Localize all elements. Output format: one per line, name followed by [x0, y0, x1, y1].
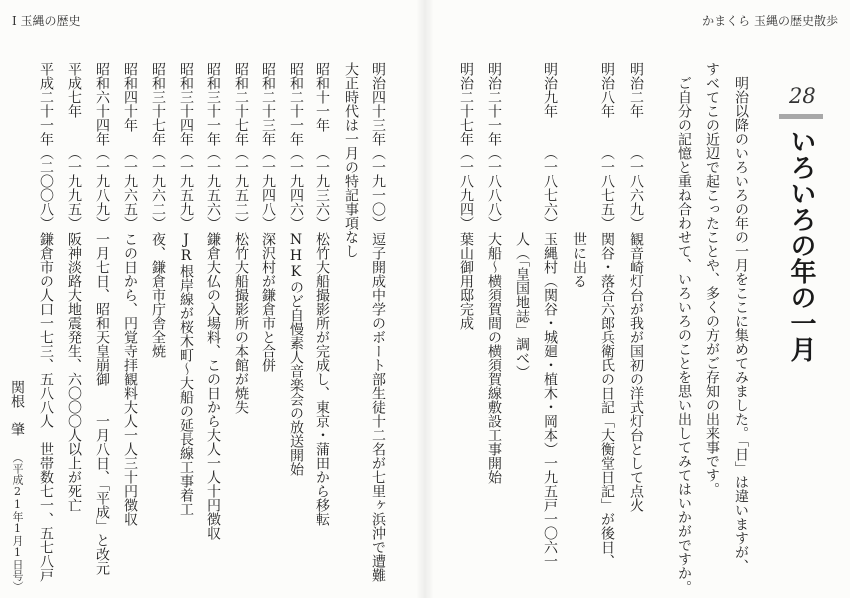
running-header-left: Ⅰ 玉縄の歴史: [12, 14, 81, 28]
era-note: 大正時代は一月の特記事項なし: [343, 62, 359, 258]
entry-event: 松竹大船撮影所の本館が焼失: [233, 232, 249, 414]
issue-date: （平成21年1月1日号）: [11, 452, 24, 592]
entry-event: 松竹大船撮影所が完成し、東京・蒲田から移転: [314, 232, 330, 526]
intro-line: ご自分の記憶と重ね合わせて、いろいろのことを思い出してみてはいかがですか。: [676, 76, 692, 594]
entry-event: 葉山御用邸完成: [458, 232, 474, 330]
timeline-entry: [205, 0, 221, 598]
entry-event: 一月七日、昭和天皇崩御 一月八日、「平成」と改元: [94, 232, 110, 575]
entry-event: NHKのど自慢素人音楽会の放送開始: [288, 232, 304, 476]
timeline-entry: [458, 0, 474, 598]
entry-event: 大船～横須賀間の横須賀線敷設工事開始: [486, 232, 502, 484]
entry-event: 深沢村が鎌倉市と合併: [260, 232, 276, 372]
timeline-entry: [370, 0, 386, 598]
entry-western-year: （一八七五）: [599, 146, 615, 230]
entry-year: 昭和二十一年: [288, 62, 304, 146]
timeline-entry: [38, 0, 54, 598]
entry-year: 平成七年: [66, 62, 82, 118]
entry-year: 昭和六十四年: [94, 62, 110, 146]
entry-event: 阪神淡路大地震発生、六〇〇〇人以上が死亡: [66, 232, 82, 512]
timeline-entry: [178, 0, 194, 598]
entry-western-year: （一九四八）: [260, 146, 276, 230]
entry-event: 鎌倉市の人口一七三、五八八人 世帯数七一、五七八戸: [38, 232, 54, 582]
entry-western-year: （一九五六）: [205, 146, 221, 230]
chapter-number: 28: [789, 84, 816, 108]
entry-event: 観音崎灯台が我が国初の洋式灯台として点火: [628, 232, 644, 512]
running-header-right: かまくら 玉縄の歴史散歩: [702, 14, 838, 28]
entry-event-continued: 世に出る: [571, 232, 587, 288]
book-spine: [416, 0, 434, 598]
entry-western-year: （一九六二）: [150, 146, 166, 230]
entry-event-continued: 人（「皇国地誌」調べ）: [514, 232, 530, 379]
entry-western-year: （一八九四）: [458, 146, 474, 230]
timeline-entry: [599, 0, 615, 598]
entry-event: この日から、円覚寺拝観料大人一人三十円徴収: [122, 232, 138, 526]
entry-western-year: （一八六九）: [628, 146, 644, 230]
author-name: 関根 肇: [9, 380, 25, 436]
timeline-entry: [486, 0, 502, 598]
entry-western-year: （一九三六）: [314, 146, 330, 230]
timeline-entry: [122, 0, 138, 598]
entry-year: 明治八年: [599, 62, 615, 118]
entry-western-year: （一九五九）: [178, 146, 194, 230]
timeline-entry: [66, 0, 82, 598]
timeline-entry: [542, 0, 558, 598]
entry-year: 明治二十七年: [458, 62, 474, 146]
entry-western-year: （一八八八）: [486, 146, 502, 230]
entry-event: 逗子開成中学のボート部生徒十二名が七里ヶ浜沖で遭難: [370, 232, 386, 582]
timeline-entry: [94, 0, 110, 598]
entry-western-year: （一八七六）: [542, 146, 558, 230]
timeline-entry: [150, 0, 166, 598]
entry-year: 昭和十一年: [314, 62, 330, 132]
entry-western-year: （二〇〇八）: [38, 146, 54, 230]
entry-western-year: （一九九五）: [66, 146, 82, 230]
entry-event: 玉縄村（関谷・城廻・植木・岡本）一九五戸一〇六一: [542, 232, 558, 568]
chapter-rule: [779, 114, 823, 119]
timeline-entry-continuation: [514, 0, 530, 598]
timeline-entry-continuation: [571, 0, 587, 598]
entry-year: 昭和二十七年: [233, 62, 249, 146]
entry-year: 昭和二十三年: [260, 62, 276, 146]
timeline-entry: [233, 0, 249, 598]
entry-western-year: （一九一〇）: [370, 146, 386, 230]
entry-year: 明治九年: [542, 62, 558, 118]
timeline-note: [343, 0, 359, 598]
timeline-entry: [288, 0, 304, 598]
chapter-title: いろいろの年の一月: [786, 128, 816, 362]
timeline-entry: [314, 0, 330, 598]
entry-event: JR根岸線が桜木町～大船の延長線工事着工: [178, 232, 194, 516]
entry-western-year: （一九四六）: [288, 146, 304, 230]
entry-event: 夜、鎌倉市庁舎全焼: [150, 232, 166, 358]
entry-year: 昭和四十年: [122, 62, 138, 132]
entry-year: 昭和三十七年: [150, 62, 166, 146]
entry-year: 昭和三十四年: [178, 62, 194, 146]
entry-year: 明治二年: [628, 62, 644, 118]
entry-western-year: （一九五二）: [233, 146, 249, 230]
intro-line: すべてこの近辺で起こったことや、多くの方がご存知の出来事です。: [704, 62, 720, 496]
entry-year: 昭和三十一年: [205, 62, 221, 146]
entry-year: 平成二十一年: [38, 62, 54, 146]
entry-year: 明治四十三年: [370, 62, 386, 146]
entry-western-year: （一九六五）: [122, 146, 138, 230]
timeline-entry: [628, 0, 644, 598]
timeline-entry: [260, 0, 276, 598]
entry-event: 関谷・落合六郎兵衛氏の日記「大衡堂日記」が後日、: [599, 232, 615, 568]
entry-event: 鎌倉大仏の入場料、この日から大人一人十円徴収: [205, 232, 221, 540]
entry-year: 明治二十一年: [486, 62, 502, 146]
entry-western-year: （一九八九）: [94, 146, 110, 230]
intro-line: 明治以降のいろいろの年の一月をここに集めてみました。「日」は違いますが、: [733, 76, 749, 573]
